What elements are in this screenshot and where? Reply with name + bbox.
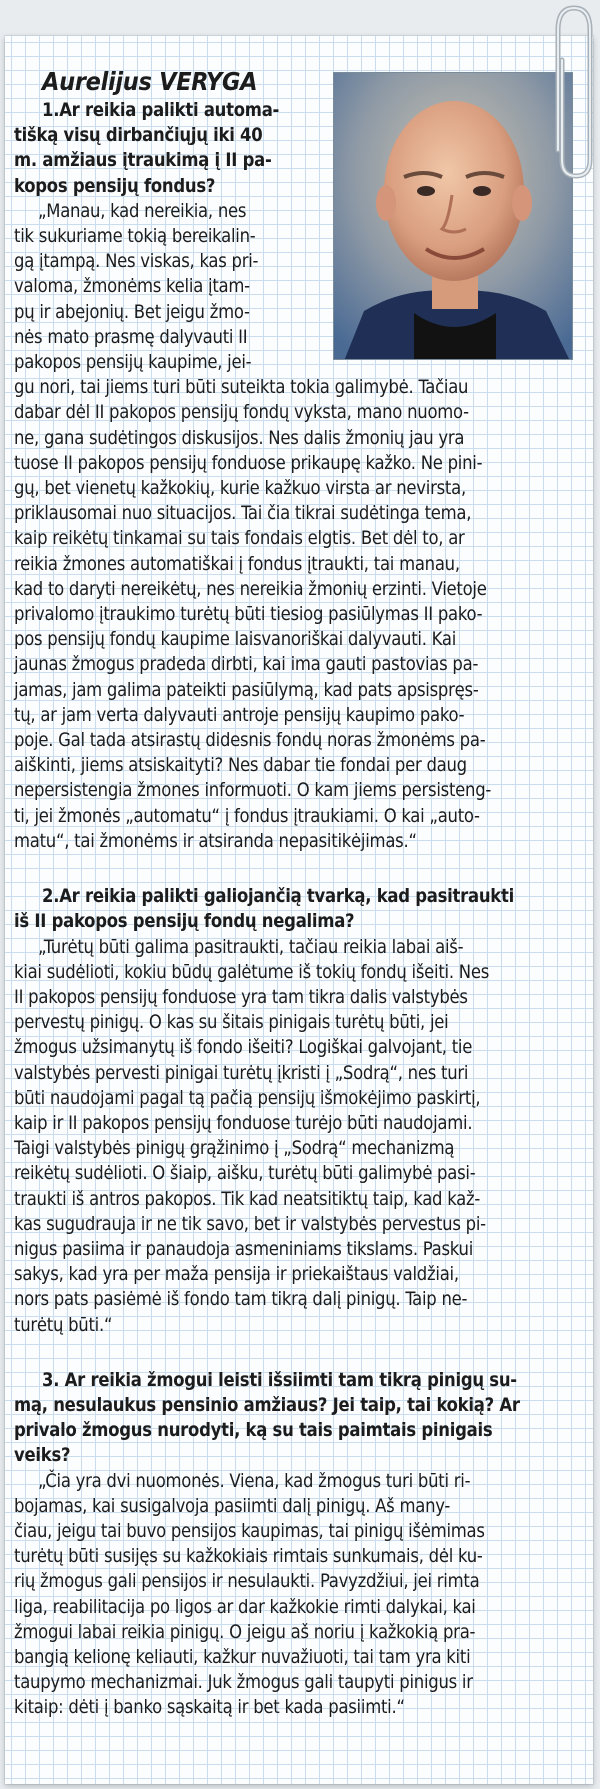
answer-line: reikėtų sudėlioti. O šiaip, aišku, turėtų būti galimybė pasi- xyxy=(14,1163,476,1185)
answer-line: „Čia yra dvi nuomonės. Viena, kad žmogus turi būti ri- xyxy=(38,1470,471,1492)
question-line: tišką visų dirbančiųjų iki 40 xyxy=(14,125,263,147)
answer-line: priklausomai nuo situacijos. Tai čia tikrai sudėtinga tema, xyxy=(14,503,472,525)
answer-line: būti naudojami pagal tą pačią pensijų išmokėjimo paskirtį, xyxy=(14,1087,481,1109)
answer-line: tų, ar jam verta dalyvauti antroje pensijų kaupimo pako- xyxy=(14,704,465,726)
answer-line: Taigi valstybės pinigų grąžinimo į „Sodrą“ mechanizmą xyxy=(14,1138,455,1160)
answer-line: turėtų būti susijęs su kažkokiais rimtais sunkumais, dėl ku- xyxy=(14,1546,483,1568)
answer-line: aiškinti, jiems atsiskaityti? Nes dabar tie fondai per daug xyxy=(14,755,467,777)
question-line: privalo žmogus nurodyti, ką su tais paimtais pinigais xyxy=(14,1420,493,1442)
answer-line: „Manau, kad nereikia, nes xyxy=(38,200,247,222)
question-line: 1.Ar reikia palikti automa- xyxy=(42,100,280,121)
answer-line: pos pensijų fondų kaupime laisvanoriškai dalyvauti. Kai xyxy=(14,629,457,651)
article xyxy=(14,66,586,1721)
answer-line: kiai sudėlioti, kokiu būdų galėtume iš tokių fondų išeiti. Nes xyxy=(14,961,490,983)
author-name: Aurelijus VERYGA xyxy=(42,67,258,96)
answer-line: taupymo mechanizmai. Juk žmogus gali taupyti pinigus ir xyxy=(14,1672,473,1694)
answer-line: tuose II pakopos pensijų fonduose prikaupę kažko. Ne pini- xyxy=(14,452,483,474)
answer-line: ne, gana sudėtingos diskusijos. Nes dalis žmonių jau yra xyxy=(14,427,465,449)
answer-line: reikia žmones automatiškai į fondus įtraukti, tai manau, xyxy=(14,553,460,575)
answer-line: dabar dėl II pakopos pensijų fondų vyksta, mano nuomo- xyxy=(14,402,469,424)
answer-line: pų ir abejonių. Bet jeigu žmo- xyxy=(14,301,250,323)
answer-line: pervestų pinigų. O kas su šitais pinigais turėtų būti, jei xyxy=(14,1012,449,1034)
answer-line: gų, bet vienetų kažkokių, kurie kažkuo virsta ar nevirsta, xyxy=(14,478,466,500)
question-line: 3. Ar reikia žmogui leisti išsiimti tam tikrą pinigų su- xyxy=(42,1369,517,1391)
answer-line: sakys, kad yra per maža pensija ir priekaištaus valdžiai, xyxy=(14,1264,459,1286)
answer-line: kas sugudrauja ir ne tik savo, bet ir valstybės pervestus pi- xyxy=(14,1213,486,1235)
question-line: iš II pakopos pensijų fondų negalima? xyxy=(14,911,355,933)
answer-line: pakopos pensijų kaupime, jei- xyxy=(14,352,252,374)
answer-line: valstybės pervesti pinigai turėtų įkristi į „Sodrą“, nes turi xyxy=(14,1062,469,1084)
answer-line: kitaip: dėti į banko sąskaitą ir bet kada pasiimti.“ xyxy=(14,1697,405,1719)
answer-line: kaip reikėtų tinkamai su tais fondais elgtis. Bet dėl to, ar xyxy=(14,528,465,550)
answer-line: valoma, žmonėms kelia įtam- xyxy=(14,276,250,298)
answer-line: tik sukuriame tokią bereikalin- xyxy=(14,226,256,248)
answer-line: žmogui labai reikia pinigų. O jeigu aš noriu į kažkokią pra- xyxy=(14,1621,476,1643)
answer-line: nigus pasiima ir panaudoja asmeniniams tikslams. Paskui xyxy=(14,1238,474,1260)
answer-1-continued xyxy=(14,375,586,854)
answer-line: kaip ir II pakopos pensijų fonduose turėjo būti naudojami. xyxy=(14,1112,473,1134)
paperclip-icon xyxy=(536,0,596,180)
answer-line: gą įtampą. Nes viskas, kas pri- xyxy=(14,251,259,273)
question-line: veiks? xyxy=(14,1445,71,1467)
question-3 xyxy=(14,1368,586,1721)
answer-line: nės mato prasmę dalyvauti II xyxy=(14,326,248,348)
answer-line: čiau, jeigu tai buvo pensijos kaupimas, tai pinigų išėmimas xyxy=(14,1520,485,1542)
answer-line: II pakopos pensijų fonduose yra tam tikra dalis valstybės xyxy=(14,986,468,1008)
answer-line: poje. Gal tada atsirastų didesnis fondų noras žmonėms pa- xyxy=(14,730,486,752)
question-line: mą, nesulaukus pensinio amžiaus? Jei taip, tai kokią? Ar xyxy=(14,1394,520,1416)
question-line: 2.Ar reikia palikti galiojančią tvarką, kad pasitraukti xyxy=(42,886,514,908)
answer-line: privalomo įtraukimo turėtų būti tiesiog pasiūlymas II pako- xyxy=(14,604,483,626)
answer-line: turėtų būti.“ xyxy=(14,1314,113,1336)
answer-line: bojamas, kai susigalvoja pasiimti dalį pinigų. Aš many- xyxy=(14,1495,451,1517)
answer-line: traukti iš antros pakopos. Tik kad neatsitiktų taip, kad kaž- xyxy=(14,1188,481,1210)
answer-line: jamas, jam galima pateikti pasiūlymą, kad pats apsispręs- xyxy=(14,679,479,701)
question-1 xyxy=(14,98,314,375)
answer-line: kad to daryti nereikėtų, nes nereikia žmonių erzinti. Vietoje xyxy=(14,578,487,600)
answer-line: „Turėtų būti galima pasitraukti, tačiau reikia labai aiš- xyxy=(38,936,464,958)
answer-line: matu“, tai žmonėms ir atsiranda nepasitikėjimas.“ xyxy=(14,830,417,852)
answer-line: nors pats pasiėmė iš fondo tam tikrą dalį pinigų. Taip ne- xyxy=(14,1289,468,1311)
answer-line: rių žmogus gali pensijos ir nesulaukti. Pavyzdžiui, jei rimta xyxy=(14,1571,480,1593)
question-2 xyxy=(14,884,586,1338)
answer-line: liga, reabilitacija po ligos ar dar kažkokie rimti dalykai, kai xyxy=(14,1596,476,1618)
question-line: m. amžiaus įtraukimą į II pa- xyxy=(14,150,272,172)
answer-line: bangią kelionę keliauti, kažkur nuvažiuoti, tai tam yra kiti xyxy=(14,1646,471,1668)
answer-line: ti, jei žmonės „automatu“ į fondus įtraukiami. O kai „auto- xyxy=(14,805,480,827)
answer-line: žmogus užsimanytų iš fondo išeiti? Logiškai galvojant, tie xyxy=(14,1037,473,1059)
answer-line: jaunas žmogus pradeda dirbti, kai ima gauti pastovias pa- xyxy=(14,654,479,676)
answer-line: gu nori, tai jiems turi būti suteikta tokia galimybė. Tačiau xyxy=(14,377,469,399)
answer-line: nepersistengia žmones informuoti. O kam jiems persisteng- xyxy=(14,780,492,802)
question-line: kopos pensijų fondus? xyxy=(14,175,216,197)
